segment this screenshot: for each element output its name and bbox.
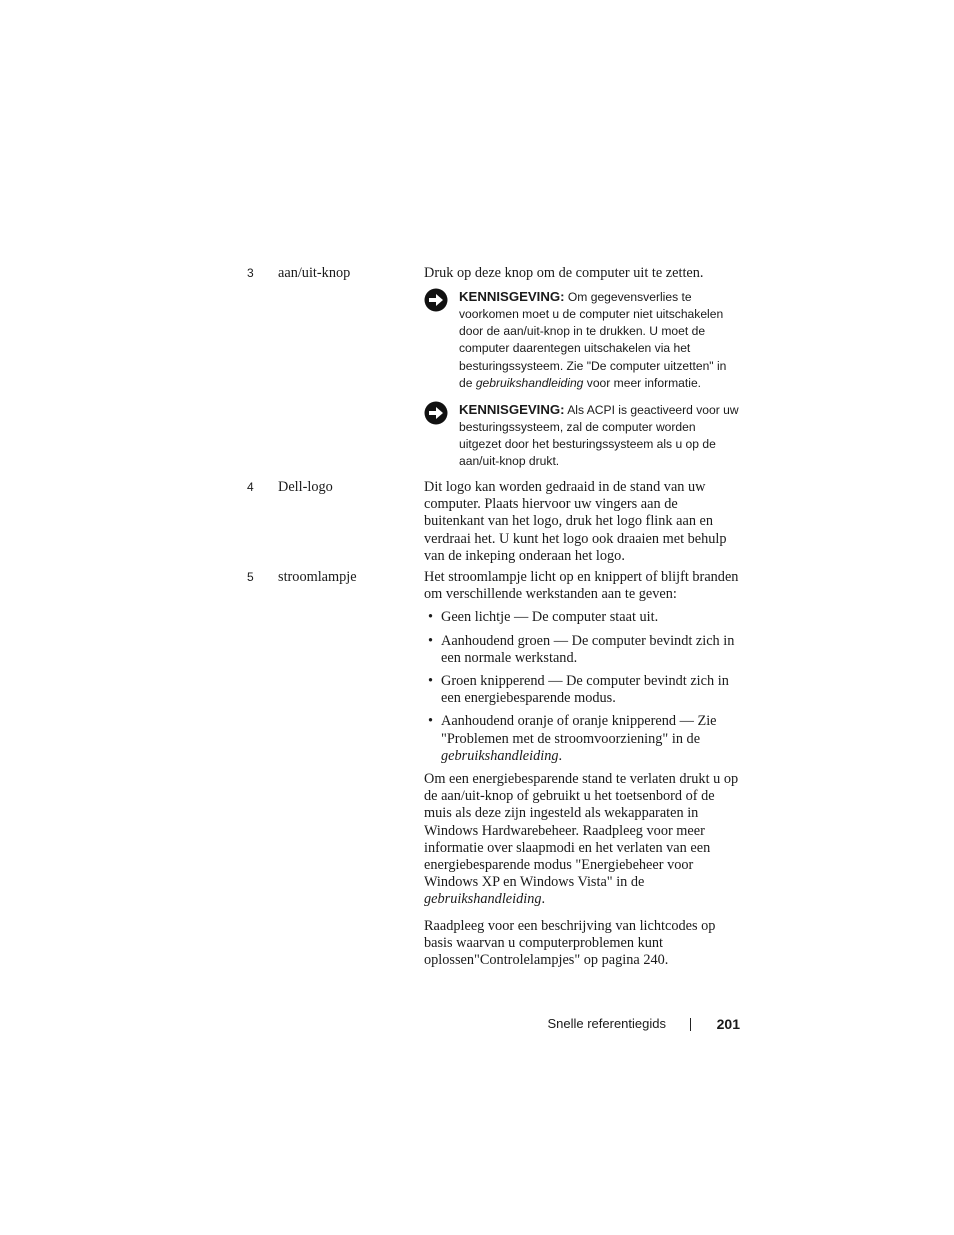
notice-label: KENNISGEVING: bbox=[459, 401, 565, 417]
description-text: Het stroomlampje licht op en knippert of blijft branden om verschillende werkstanden aan te geven: bbox=[424, 569, 739, 603]
description-text: Raadpleeg voor een beschrijving van lichtcodes op basis waarvan u computerproblemen kunt oplossen"Controlelampjes" op pagina 240. bbox=[424, 917, 716, 969]
item-description bbox=[424, 265, 740, 470]
page-footer bbox=[420, 1014, 742, 1034]
description-text: Druk op deze knop om de computer uit te zetten. bbox=[424, 265, 704, 281]
footer-divider bbox=[690, 1018, 691, 1031]
item-name: stroomlampje bbox=[278, 569, 357, 585]
notice-body: Om gegevensverlies te voorkomen moet u de computer niet uitschakelen door de aan/uit-knop in te drukken. U moet de computer daarentegen uitschakelen via het besturingssysteem. Zie "De computer uitzetten" in de bbox=[459, 290, 727, 390]
notice-block bbox=[424, 288, 740, 392]
notice-text bbox=[459, 288, 740, 392]
item-number: 3 bbox=[247, 266, 254, 280]
bullet: • bbox=[428, 609, 434, 626]
list-item: • Groen knipperend — De computer bevindt zich in een energiebesparende modus. bbox=[428, 673, 729, 707]
item-description bbox=[424, 479, 740, 571]
description-text: Dit logo kan worden gedraaid in de stand van uw computer. Plaats hiervoor uw vingers aan de buitenkant van het logo, druk het logo flink aan en verdraai het. U kunt het logo ook draaien met behulp van de inkeping onderaan het logo. bbox=[424, 479, 727, 564]
page-number: 201 bbox=[716, 1016, 740, 1032]
bullet: • bbox=[428, 673, 434, 690]
item-name: Dell-logo bbox=[278, 479, 333, 495]
notice-body-end: voor meer informatie. bbox=[583, 375, 702, 390]
notice-body: Als ACPI is geactiveerd voor uw besturingssysteem, zal de computer worden uitgezet door het besturingssysteem als u op de aan/uit-knop drukt. bbox=[459, 402, 739, 469]
item-name: aan/uit-knop bbox=[278, 265, 351, 281]
bullet: • bbox=[428, 713, 434, 730]
notice-arrow-icon bbox=[424, 288, 448, 312]
notice-italic: gebruikshandleiding bbox=[475, 375, 584, 390]
list-item: • Aanhoudend oranje of oranje knipperend — Zie "Problemen met de stroomvoorziening" in de gebruikshandleiding. bbox=[428, 713, 717, 764]
list-item: • Aanhoudend groen — De computer bevindt zich in een normale werkstand. bbox=[428, 632, 735, 666]
notice-text bbox=[459, 401, 740, 470]
item-number: 5 bbox=[247, 570, 254, 584]
footer-section-title: Snelle referentiegids bbox=[547, 1016, 666, 1031]
status-list bbox=[424, 609, 740, 765]
bullet: • bbox=[428, 632, 434, 649]
notice-arrow-icon bbox=[424, 401, 448, 425]
notice-block bbox=[424, 401, 740, 470]
item-number: 4 bbox=[247, 480, 254, 494]
list-item: • Geen lichtje — De computer staat uit. bbox=[428, 609, 659, 626]
item-description bbox=[424, 569, 740, 975]
description-text: Om een energiebesparende stand te verlaten drukt u op de aan/uit-knop of gebruikt u het toetsenbord of de muis als deze zijn ingesteld als wekapparaten in Windows Hardwarebeheer. Raadpleeg voor meer informatie over slaapmodi en het verlaten van een energiebesparende modus "Energiebeheer voor Windows XP en Windows Vista" in de gebruikshandleiding. bbox=[424, 771, 739, 908]
notice-label: KENNISGEVING: bbox=[459, 289, 565, 305]
